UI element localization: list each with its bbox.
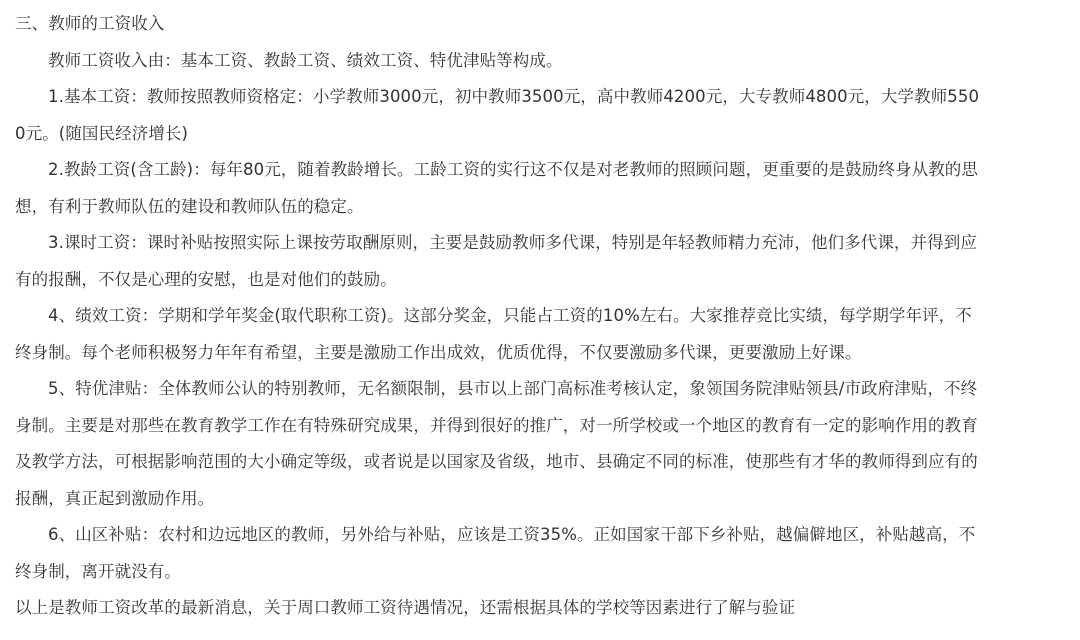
paragraph-special-allowance: 5、特优津贴：全体教师公认的特别教师，无名额限制，县市以上部门高标准考核认定，象领国务院津贴领县/市政府津贴，不终身制。主要是对那些在教育教学工作在有特殊研究成果，并得到很好的推广，对一所学校或一个地区的教育有一定的影响作用的教育及教学方法，可根据影响范围的大小确定等级，或者说是以国家及省级，地市、县确定不同的标准，使那些有才华的教师得到应有的报酬，真正起到激励作用。 bbox=[15, 379, 978, 508]
paragraph-conclusion: 以上是教师工资改革的最新消息，关于周口教师工资待遇情况，还需根据具体的学校等因素进行了解与验证 bbox=[15, 598, 796, 617]
paragraph-mountain-allowance: 6、山区补贴：农村和边远地区的教师，另外给与补贴，应该是工资35%。正如国家干部下乡补贴，越偏僻地区，补贴越高，不终身制，离开就没有。 bbox=[15, 525, 976, 581]
paragraph-class-hour-salary: 3.课时工资：课时补贴按照实际上课按劳取酬原则，主要是鼓励教师多代课，特别是年轻教师精力充沛，他们多代课，并得到应有的报酬，不仅是心理的安慰，也是对他们的鼓励。 bbox=[15, 233, 977, 289]
paragraph-seniority-salary: 2.教龄工资(含工龄)：每年80元，随着教龄增长。工龄工资的实行这不仅是对老教师的照顾问题，更重要的是鼓励终身从教的思想，有利于教师队伍的建设和教师队伍的稳定。 bbox=[15, 160, 979, 216]
paragraph-intro: 教师工资收入由：基本工资、教龄工资、绩效工资、特优津贴等构成。 bbox=[48, 50, 563, 70]
article-body bbox=[15, 6, 987, 627]
paragraph-performance-salary: 4、绩效工资：学期和学年奖金(取代职称工资)。这部分奖金，只能占工资的10%左右。大家推荐竞比实绩，每学期学年评，不终身制。每个老师积极努力年年有希望，主要是激励工作出成效，优质优得，不仅要激励多代课，更要激励上好课。 bbox=[15, 306, 972, 362]
paragraph-basic-salary: 1.基本工资：教师按照教师资格定：小学教师3000元，初中教师3500元，高中教师4200元，大专教师4800元，大学教师5500元。(随国民经济增长) bbox=[15, 87, 980, 143]
section-heading: 三、教师的工资收入 bbox=[15, 14, 165, 33]
